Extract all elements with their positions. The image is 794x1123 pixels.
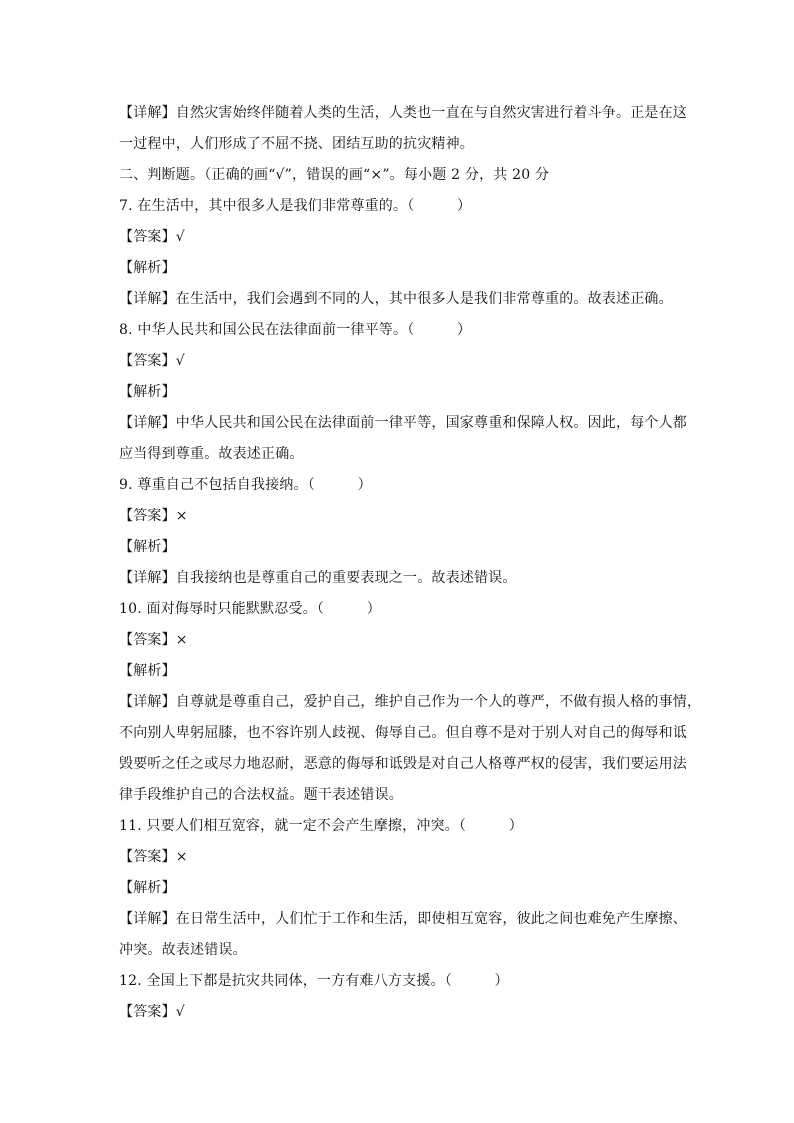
detail-10-cont: 律手段维护自己的合法权益。题干表述错误。 bbox=[119, 787, 403, 803]
detail-11: 【详解】在日常生活中，人们忙于工作和生活，即使相互宽容，彼此之间也难免产生摩擦、 bbox=[119, 911, 687, 927]
detail-11-cont: 冲突。故表述错误。 bbox=[119, 942, 247, 958]
detail-8: 【详解】中华人民共和国公民在法律面前一律平等，国家尊重和保障人权。因此，每个人都 bbox=[119, 415, 687, 431]
detail-7: 【详解】在生活中，我们会遇到不同的人，其中很多人是我们非常尊重的。故表述正确。 bbox=[119, 291, 673, 307]
analysis-label-8: 【解析】 bbox=[119, 384, 176, 400]
answer-10: 【答案】× bbox=[119, 632, 188, 648]
question-8: 8. 中华人民共和国公民在法律面前一律平等。（ ） bbox=[119, 322, 472, 338]
question-9: 9. 尊重自己不包括自我接纳。（ ） bbox=[119, 477, 372, 493]
analysis-label-9: 【解析】 bbox=[119, 539, 176, 555]
document-content bbox=[119, 98, 702, 1028]
analysis-label-10: 【解析】 bbox=[119, 663, 176, 679]
question-11: 11. 只要人们相互宽容，就一定不会产生摩擦，冲突。（ ） bbox=[119, 818, 523, 834]
answer-9: 【答案】× bbox=[119, 508, 188, 524]
detail-line: 【详解】自然灾害始终伴随着人类的生活，人类也一直在与自然灾害进行着斗争。正是在这 bbox=[119, 105, 687, 121]
answer-7: 【答案】√ bbox=[119, 229, 185, 245]
section-heading: 二、判断题。（正确的画“√”，错误的画“×”。每小题 2 分，共 20 分 bbox=[119, 167, 550, 183]
detail-9: 【详解】自我接纳也是尊重自己的重要表现之一。故表述错误。 bbox=[119, 570, 517, 586]
question-7: 7. 在生活中，其中很多人是我们非常尊重的。（ ） bbox=[119, 198, 472, 214]
detail-10-cont: 毁要听之任之或尽力地忍耐，恶意的侮辱和诋毁是对自己人格尊严权的侵害，我们要运用法 bbox=[119, 756, 687, 772]
analysis-label-7: 【解析】 bbox=[119, 260, 176, 276]
answer-11: 【答案】× bbox=[119, 849, 188, 865]
answer-12: 【答案】√ bbox=[119, 1004, 185, 1020]
question-10: 10. 面对侮辱时只能默默忍受。（ ） bbox=[119, 601, 381, 617]
detail-line: 一过程中，人们形成了不屈不挠、团结互助的抗灾精神。 bbox=[119, 136, 474, 152]
detail-8-cont: 应当得到尊重。故表述正确。 bbox=[119, 446, 304, 462]
detail-10: 【详解】自尊就是尊重自己，爱护自己，维护自己作为一个人的尊严，不做有损人格的事情， bbox=[119, 694, 702, 710]
analysis-label-11: 【解析】 bbox=[119, 880, 176, 896]
answer-8: 【答案】√ bbox=[119, 353, 185, 369]
question-12: 12. 全国上下都是抗灾共同体，一方有难八方支援。（ ） bbox=[119, 973, 509, 989]
detail-10-cont: 不向别人卑躬屈膝，也不容许别人歧视、侮辱自己。但自尊不是对于别人对自己的侮辱和诋 bbox=[119, 725, 687, 741]
